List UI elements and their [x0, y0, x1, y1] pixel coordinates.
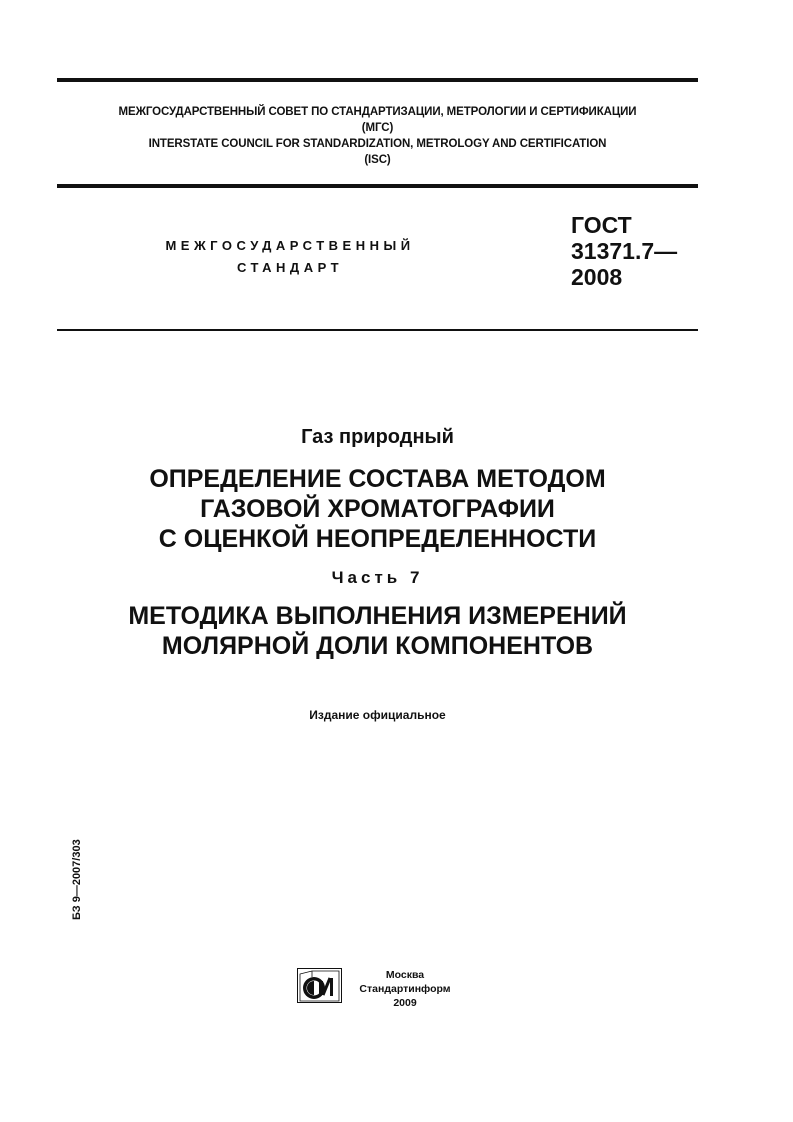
- council-name-ru: МЕЖГОСУДАРСТВЕННЫЙ СОВЕТ ПО СТАНДАРТИЗАЦИИ, МЕТРОЛОГИИ И СЕРТИФИКАЦИИ: [118, 106, 637, 118]
- main-title-line: С ОЦЕНКОЙ НЕОПРЕДЕЛЕННОСТИ: [158, 525, 597, 553]
- part-title-line: МЕТОДИКА ВЫПОЛНЕНИЯ ИЗМЕРЕНИЙ: [128, 602, 627, 630]
- publisher-city: Москва: [385, 969, 425, 981]
- main-title-line: ГАЗОВОЙ ХРОМАТОГРАФИИ: [200, 495, 555, 523]
- edition-note: Издание официальное: [309, 708, 446, 722]
- standartinform-logo-icon: [297, 968, 343, 1004]
- council-header: [57, 104, 698, 168]
- part-title: [57, 601, 698, 661]
- council-abbr-ru: (МГС): [361, 122, 394, 134]
- main-title: [57, 464, 698, 554]
- top-rule: [57, 78, 698, 82]
- council-abbr-en: (ISC): [364, 154, 391, 166]
- subject-title: Газ природный: [301, 426, 454, 448]
- middle-rule: [57, 184, 698, 188]
- designation-year: 2008: [571, 264, 623, 290]
- standard-type-line1: МЕЖГОСУДАРСТВЕННЫЙ: [165, 238, 415, 253]
- designation-prefix: ГОСТ: [571, 212, 632, 238]
- publisher-name: Стандартинформ: [359, 983, 451, 995]
- publisher-year: 2009: [393, 997, 417, 1009]
- part-label: Часть 7: [331, 568, 424, 587]
- standard-type-line2: СТАНДАРТ: [236, 260, 344, 275]
- council-name-en: INTERSTATE COUNCIL FOR STANDARDIZATION, METROLOGY AND CERTIFICATION: [148, 138, 607, 150]
- designation-number: 31371.7—: [571, 238, 678, 264]
- part-title-line: МОЛЯРНОЙ ДОЛИ КОМПОНЕНТОВ: [161, 632, 594, 660]
- side-code: БЗ 9—2007/303: [71, 839, 83, 920]
- bottom-rule: [57, 329, 698, 331]
- standard-designation: [571, 212, 677, 290]
- publisher-block: [350, 968, 460, 1010]
- main-title-line: ОПРЕДЕЛЕНИЕ СОСТАВА МЕТОДОМ: [149, 465, 606, 493]
- standard-type: [120, 235, 460, 279]
